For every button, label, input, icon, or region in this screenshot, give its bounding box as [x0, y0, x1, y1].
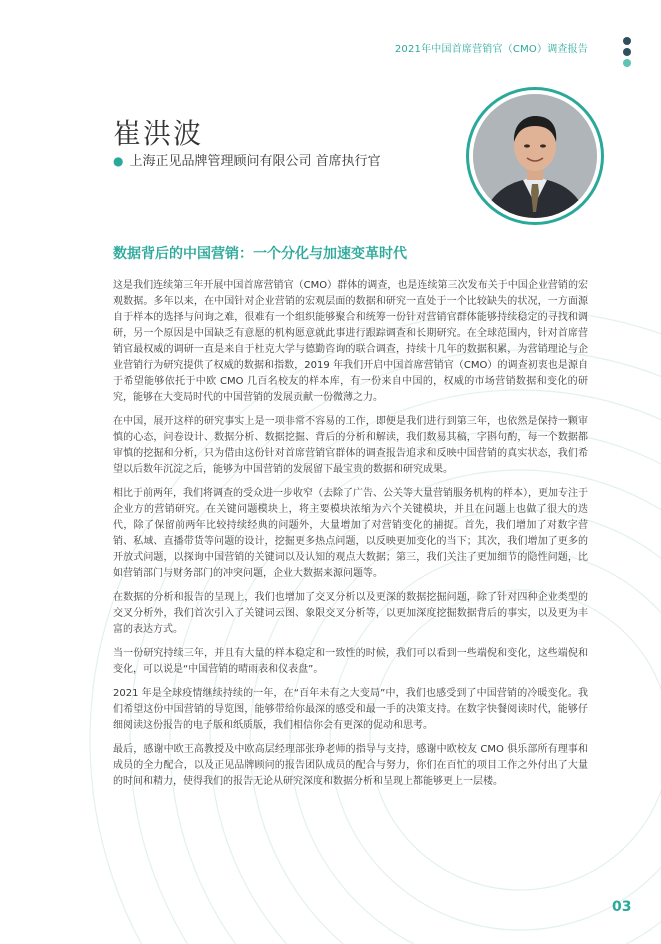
- paragraph: 相比于前两年，我们将调查的受众进一步收窄（去除了广告、公关等大量营销服务机构的样本），更加专注于企业方的营销研究。在关键问题模块上，将主要模块浓缩为六个关键模块，并且在问题上也做了很大的迭代，除了保留前两年比较持续经典的问题外，大量增加了对营销变化的捕捉。首先，我们增加了对数字营销、私域、直播带货等问题的设计，挖掘更多热点问题，以反映更加变化的当下；其次，我们增加了更多的开放式问题，以探询中国营销的关键词以及认知的观点大数据；第三，我们关注了更加细节的隐性问题，比如营销部门与财务部门的冲突问题，企业大数据来源问题等。: [113, 488, 588, 579]
- person-company-title: 上海正见品牌管理顾问有限公司 首席执行官: [129, 154, 381, 169]
- portrait-image: [473, 94, 597, 218]
- person-name: 崔洪波: [113, 117, 204, 150]
- paragraph: 在数据的分析和报告的呈现上，我们也增加了交叉分析以及更深的数据挖掘问题，除了针对四种企业类型的交叉分析外，我们首次引入了关键词云图、象限交叉分析等，以更加深度挖掘数据背后的事实，以及更为丰富的表达方式。: [113, 592, 588, 635]
- portrait-photo: [466, 87, 604, 225]
- paragraph: 这是我们连续第三年开展中国首席营销官（CMO）群体的调查，也是连续第三次发布关于中国企业营销的宏观数据。多年以来，在中国针对企业营销的宏观层面的数据和研究一直处于一个比较缺失的状况，一方面源自于样本的选择与问询之难，很难有一个组织能够聚合和统筹一份针对营销官群体能够持续稳定的寻找和调研，另一个原因是中国缺乏有意愿的机构愿意就此事进行跟踪调查和长期研究。在全球范围内，针对首席营销官最权威的调研一直是来自于杜克大学与德勤咨询的联合调查，持续十几年的数据积累，为营销理论与企业营销行为研究提供了权威的数据和指数，2019 年我们开启中国首席营销官（CMO）的调查初衷也是源自于希望能够依托于中欧 CMO 几百名校友的样本库，有一份来自中国的，权威的市场营销数据和变化的研究，能够在大变局时代的中国营销的发展贡献一份微薄之力。: [113, 280, 588, 403]
- body-text: [113, 278, 588, 798]
- report-header-title: 2021年中国首席营销官（CMO）调查报告: [394, 44, 588, 55]
- person-title-line: [113, 150, 381, 169]
- paragraph: 在中国，展开这样的研究事实上是一项非常不容易的工作，即便是我们进行到第三年，也依然是保持一颗审慎的心态，问卷设计、数据分析、数据挖掘、背后的分析和解读，我们数易其稿，字斟句酌，每一个数据都审慎的挖掘和分析，只为借由这份针对首席营销官群体的调查报告追求和反映中国营销的真实状态，我们希望以后数年沉淀之后，能够为中国营销的发展留下最宝贵的数据和研究成果。: [113, 416, 588, 475]
- paragraph: 2021 年是全球疫情继续持续的一年，在“百年未有之大变局”中，我们也感受到了中国营销的冷暖变化。我们希望这份中国营销的导览图，能够带给你最深的感受和最一手的决策支持。在数字快餐阅读时代，能够仔细阅读这份报告的电子版和纸质版，我们相信你会有更深的促动和思考。: [113, 688, 588, 731]
- page-number: 03: [612, 899, 632, 915]
- paragraph: 当一份研究持续三年，并且有大量的样本稳定和一致性的时候，我们可以看到一些端倪和变化，这些端倪和变化，可以说是“中国营销的晴雨表和仪表盘”。: [113, 648, 588, 675]
- section-heading: 数据背后的中国营销：一个分化与加速变革时代: [113, 246, 407, 262]
- dots-icon: [623, 37, 633, 70]
- paragraph: 最后，感谢中欧王高教授及中欧高层经理部张琤老师的指导与支持，感谢中欧校友 CMO 俱乐部所有理事和成员的全力配合，以及正见品牌顾问的报告团队成员的配合与努力，你们在百忙的项目工作之外付出了大量的时间和精力，使得我们的报告无论从研究深度和数据分析和呈现上都能够更上一层楼。: [113, 744, 588, 787]
- bullet-icon: ●: [113, 154, 124, 168]
